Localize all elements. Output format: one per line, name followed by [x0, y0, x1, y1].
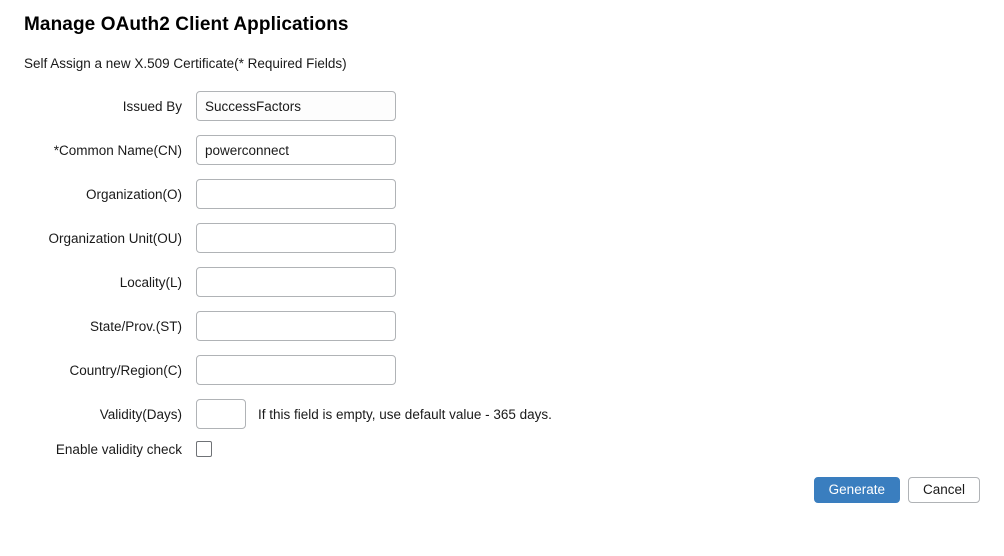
label-organization-unit: Organization Unit(OU) — [48, 230, 182, 246]
organization-input[interactable] — [196, 179, 396, 209]
page-title: Manage OAuth2 Client Applications — [24, 14, 349, 35]
form-actions — [814, 477, 980, 503]
validity-days-input[interactable] — [196, 399, 246, 429]
validity-hint: If this field is empty, use default value - 365 days. — [258, 406, 552, 422]
enable-validity-check-checkbox[interactable] — [196, 441, 212, 457]
page-subtitle: Self Assign a new X.509 Certificate(* Required Fields) — [24, 56, 347, 71]
form-row-organization-unit — [24, 221, 980, 255]
label-country: Country/Region(C) — [69, 362, 182, 378]
form-row-common-name — [24, 133, 980, 167]
cancel-button[interactable]: Cancel — [908, 477, 980, 503]
organization-unit-input[interactable] — [196, 223, 396, 253]
common-name-input[interactable] — [196, 135, 396, 165]
certificate-form — [24, 89, 980, 457]
label-common-name: *Common Name(CN) — [53, 142, 182, 158]
form-row-issued-by — [24, 89, 980, 123]
form-row-locality — [24, 265, 980, 299]
label-organization: Organization(O) — [85, 186, 182, 202]
issued-by-input[interactable] — [196, 91, 396, 121]
state-input[interactable] — [196, 311, 396, 341]
label-state: State/Prov.(ST) — [89, 318, 182, 334]
country-input[interactable] — [196, 355, 396, 385]
form-row-enable-validity-check — [24, 441, 980, 457]
label-locality: Locality(L) — [119, 274, 182, 290]
locality-input[interactable] — [196, 267, 396, 297]
label-issued-by: Issued By — [122, 98, 182, 114]
generate-button[interactable]: Generate — [814, 477, 900, 503]
label-enable-validity-check: Enable validity check — [55, 441, 182, 457]
form-row-validity — [24, 397, 980, 431]
form-row-organization — [24, 177, 980, 211]
form-row-state — [24, 309, 980, 343]
form-row-country — [24, 353, 980, 387]
label-validity-days: Validity(Days) — [99, 406, 182, 422]
